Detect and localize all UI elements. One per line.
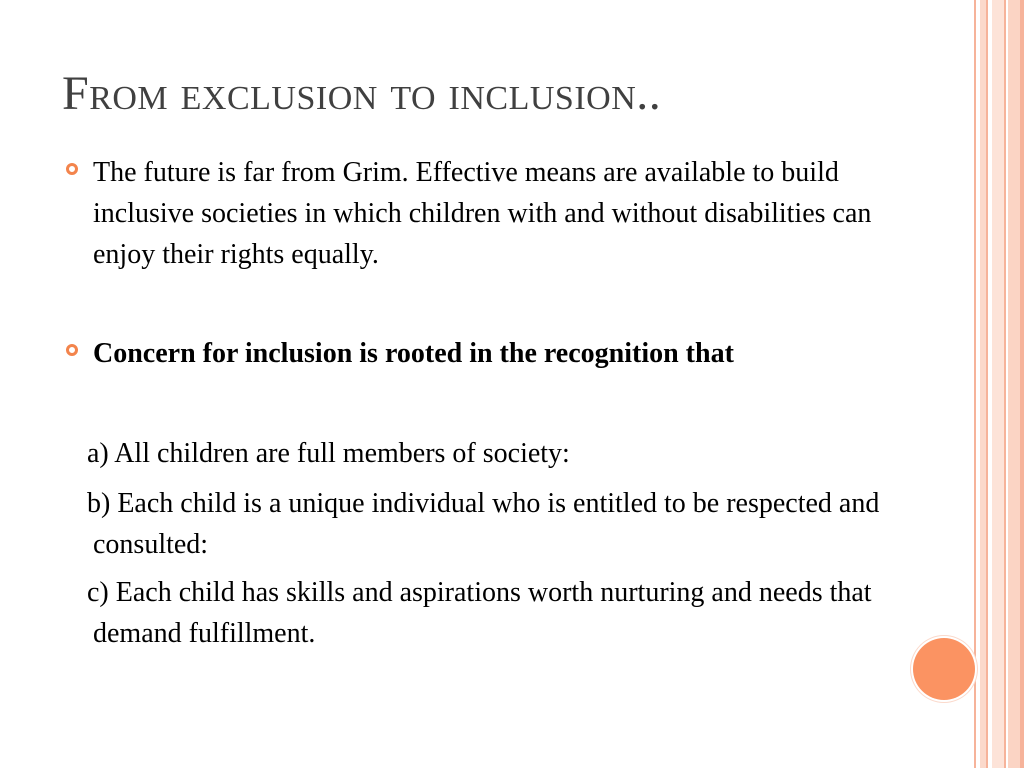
bullet-ring-icon <box>66 163 78 175</box>
decorative-band <box>992 0 1004 768</box>
decorative-band <box>986 0 988 768</box>
decorative-band <box>974 0 976 768</box>
decorative-band <box>1004 0 1006 768</box>
bullet-text: Concern for inclusion is rooted in the recognition that <box>93 338 734 369</box>
bullet-item <box>66 333 926 374</box>
sub-item-a: a) All children are full members of society: <box>87 438 570 469</box>
sub-item-b: b) Each child is a unique individual who is entitled to be respected and consulted: <box>87 488 880 560</box>
decorative-band <box>1008 0 1020 768</box>
slide-title: From exclusion to inclusion.. <box>62 67 662 120</box>
decorative-band <box>1020 0 1024 768</box>
bullet-text: The future is far from Grim. Effective means are available to build inclusive societies in which children with and without disabilities can enjoy their rights equally. <box>93 157 872 270</box>
sub-item-c: c) Each child has skills and aspirations worth nurturing and needs that demand fulfillment. <box>87 577 872 649</box>
bullet-item <box>66 152 926 275</box>
bullet-ring-icon <box>66 344 78 356</box>
